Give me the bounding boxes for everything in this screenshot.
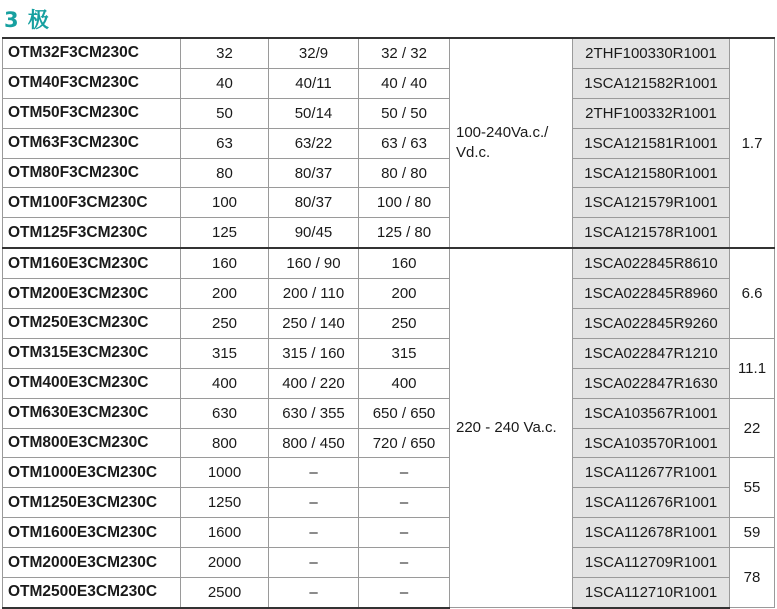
model-cell: OTM125F3CM230C — [3, 218, 181, 248]
model-cell: OTM630E3CM230C — [3, 398, 181, 428]
weight-cell: 6.6 — [730, 248, 775, 338]
table-row — [3, 158, 775, 188]
table-row — [3, 279, 775, 309]
value-cell: – — [269, 578, 359, 608]
model-cell: OTM80F3CM230C — [3, 158, 181, 188]
value-cell: 40 — [181, 68, 269, 98]
weight-cell: 22 — [730, 398, 775, 458]
value-cell: – — [359, 548, 450, 578]
value-cell: – — [359, 578, 450, 608]
order-code-cell: 1SCA022847R1630 — [573, 368, 730, 398]
weight-cell: 1.7 — [730, 38, 775, 248]
model-cell: OTM40F3CM230C — [3, 68, 181, 98]
voltage-cell: 100-240Va.c./ Vd.c. — [450, 38, 573, 248]
order-code-cell: 1SCA121582R1001 — [573, 68, 730, 98]
value-cell: 32 — [181, 38, 269, 68]
model-cell: OTM250E3CM230C — [3, 309, 181, 339]
value-cell: 1600 — [181, 518, 269, 548]
model-cell: OTM2500E3CM230C — [3, 578, 181, 608]
value-cell: 100 — [181, 188, 269, 218]
order-code-cell: 2THF100330R1001 — [573, 38, 730, 68]
model-cell: OTM800E3CM230C — [3, 428, 181, 458]
order-code-cell: 1SCA103570R1001 — [573, 428, 730, 458]
value-cell: 315 / 160 — [269, 338, 359, 368]
model-cell: OTM1600E3CM230C — [3, 518, 181, 548]
model-cell: OTM1000E3CM230C — [3, 458, 181, 488]
model-cell: OTM100F3CM230C — [3, 188, 181, 218]
table-row — [3, 38, 775, 68]
table-row — [3, 128, 775, 158]
value-cell: 200 / 110 — [269, 279, 359, 309]
table-row — [3, 218, 775, 248]
value-cell: 2500 — [181, 578, 269, 608]
table-row — [3, 338, 775, 368]
value-cell: 200 — [359, 279, 450, 309]
value-cell: 630 — [181, 398, 269, 428]
weight-cell: 11.1 — [730, 338, 775, 398]
section-heading: 3 极 — [4, 8, 50, 32]
value-cell: 650 / 650 — [359, 398, 450, 428]
value-cell: 80 — [181, 158, 269, 188]
model-cell: OTM400E3CM230C — [3, 368, 181, 398]
table-row — [3, 68, 775, 98]
table-row — [3, 309, 775, 339]
value-cell: 80/37 — [269, 188, 359, 218]
table-row — [3, 98, 775, 128]
value-cell: 100 / 80 — [359, 188, 450, 218]
value-cell: 800 / 450 — [269, 428, 359, 458]
value-cell: 40 / 40 — [359, 68, 450, 98]
order-code-cell: 1SCA022845R8610 — [573, 248, 730, 278]
value-cell: 63 — [181, 128, 269, 158]
value-cell: 63/22 — [269, 128, 359, 158]
order-code-cell: 1SCA121578R1001 — [573, 218, 730, 248]
value-cell: 63 / 63 — [359, 128, 450, 158]
value-cell: 800 — [181, 428, 269, 458]
value-cell: 1250 — [181, 488, 269, 518]
model-cell: OTM315E3CM230C — [3, 338, 181, 368]
table-row — [3, 548, 775, 578]
order-code-cell: 1SCA112676R1001 — [573, 488, 730, 518]
table-row — [3, 248, 775, 278]
weight-cell: 55 — [730, 458, 775, 518]
table-row — [3, 458, 775, 488]
table-row — [3, 488, 775, 518]
value-cell: 125 — [181, 218, 269, 248]
value-cell: 315 — [359, 338, 450, 368]
order-code-cell: 1SCA121581R1001 — [573, 128, 730, 158]
value-cell: 32 / 32 — [359, 38, 450, 68]
order-code-cell: 1SCA112710R1001 — [573, 578, 730, 608]
order-code-cell: 1SCA112678R1001 — [573, 518, 730, 548]
value-cell: 160 / 90 — [269, 248, 359, 278]
value-cell: 250 — [359, 309, 450, 339]
value-cell: 50 — [181, 98, 269, 128]
order-code-cell: 1SCA022845R9260 — [573, 309, 730, 339]
product-table — [2, 37, 775, 609]
value-cell: – — [269, 488, 359, 518]
order-code-cell: 1SCA103567R1001 — [573, 398, 730, 428]
value-cell: – — [359, 458, 450, 488]
weight-cell: 59 — [730, 518, 775, 548]
model-cell: OTM63F3CM230C — [3, 128, 181, 158]
order-code-cell: 1SCA112709R1001 — [573, 548, 730, 578]
value-cell: 250 / 140 — [269, 309, 359, 339]
model-cell: OTM2000E3CM230C — [3, 548, 181, 578]
order-code-cell: 1SCA022847R1210 — [573, 338, 730, 368]
order-code-cell: 2THF100332R1001 — [573, 98, 730, 128]
value-cell: – — [269, 548, 359, 578]
value-cell: 50/14 — [269, 98, 359, 128]
value-cell: 80 / 80 — [359, 158, 450, 188]
order-code-cell: 1SCA121580R1001 — [573, 158, 730, 188]
value-cell: – — [359, 518, 450, 548]
value-cell: 32/9 — [269, 38, 359, 68]
value-cell: 630 / 355 — [269, 398, 359, 428]
value-cell: 400 — [181, 368, 269, 398]
table-row — [3, 428, 775, 458]
order-code-cell: 1SCA022845R8960 — [573, 279, 730, 309]
table-row — [3, 518, 775, 548]
value-cell: 250 — [181, 309, 269, 339]
value-cell: 160 — [359, 248, 450, 278]
value-cell: 50 / 50 — [359, 98, 450, 128]
value-cell: – — [269, 518, 359, 548]
value-cell: 125 / 80 — [359, 218, 450, 248]
value-cell: 40/11 — [269, 68, 359, 98]
value-cell: 315 — [181, 338, 269, 368]
value-cell: 400 / 220 — [269, 368, 359, 398]
table-row — [3, 398, 775, 428]
value-cell: 80/37 — [269, 158, 359, 188]
table-row — [3, 368, 775, 398]
table-row — [3, 578, 775, 608]
model-cell: OTM50F3CM230C — [3, 98, 181, 128]
value-cell: 1000 — [181, 458, 269, 488]
value-cell: 720 / 650 — [359, 428, 450, 458]
table-row — [3, 188, 775, 218]
order-code-cell: 1SCA121579R1001 — [573, 188, 730, 218]
value-cell: – — [269, 458, 359, 488]
value-cell: 400 — [359, 368, 450, 398]
model-cell: OTM160E3CM230C — [3, 248, 181, 278]
order-code-cell: 1SCA112677R1001 — [573, 458, 730, 488]
model-cell: OTM200E3CM230C — [3, 279, 181, 309]
value-cell: 200 — [181, 279, 269, 309]
voltage-cell: 220 - 240 Va.c. — [450, 248, 573, 608]
model-cell: OTM32F3CM230C — [3, 38, 181, 68]
value-cell: 90/45 — [269, 218, 359, 248]
model-cell: OTM1250E3CM230C — [3, 488, 181, 518]
value-cell: 2000 — [181, 548, 269, 578]
value-cell: – — [359, 488, 450, 518]
value-cell: 160 — [181, 248, 269, 278]
weight-cell: 78 — [730, 548, 775, 608]
